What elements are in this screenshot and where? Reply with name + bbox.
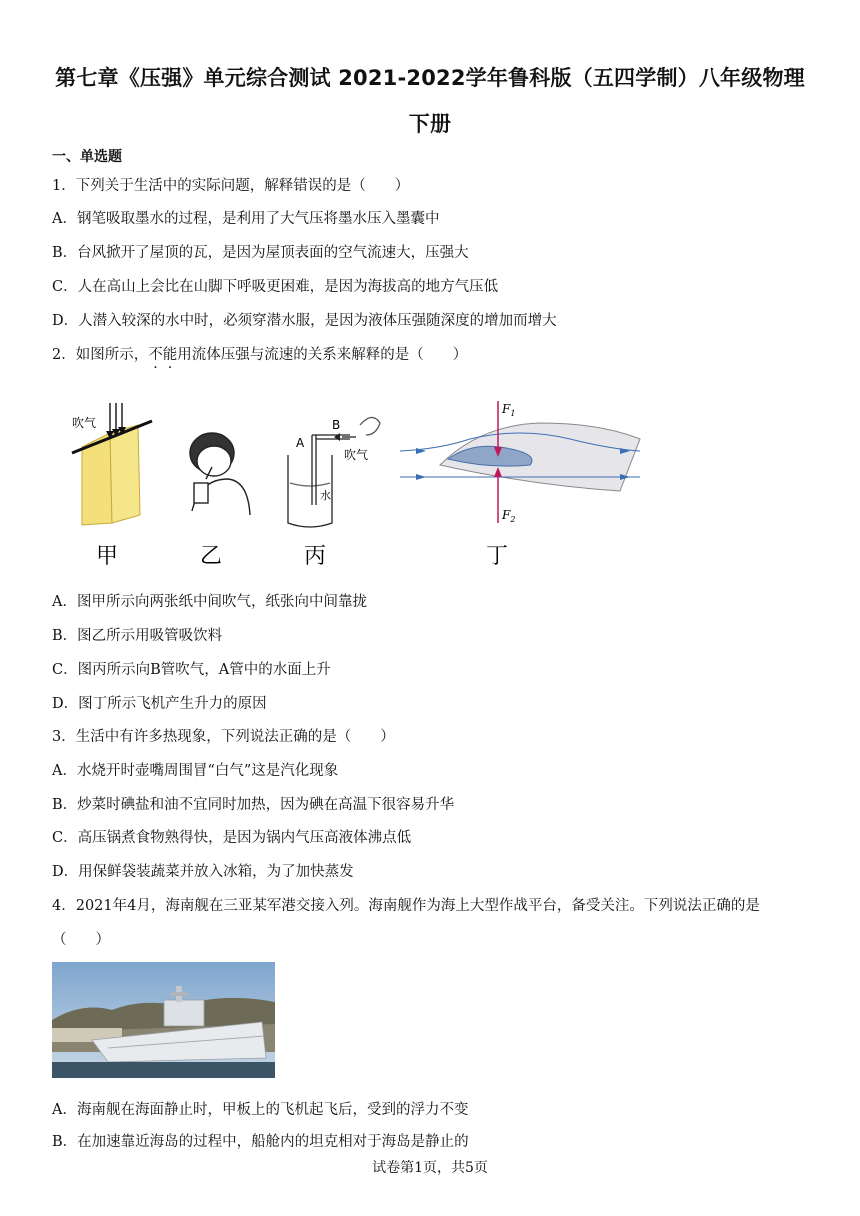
q2-option-a: A．图甲所示向两张纸中间吹气，纸张向中间靠拢: [52, 594, 367, 610]
q3-option-d: D．用保鲜袋装蔬菜并放入冰箱，为了加快蒸发: [52, 864, 354, 880]
q2-figure: [60, 395, 650, 575]
page-footer: 试卷第1页，共5页: [372, 1160, 488, 1176]
q1-option-a: A．钢笔吸取墨水的过程，是利用了大气压将墨水压入墨囊中: [52, 211, 440, 227]
fig-bing-chuiqi: 吹气: [344, 448, 369, 462]
fig-bing-water: 水: [320, 489, 331, 502]
q2-option-c: C．图丙所示向B管吹气，A管中的水面上升: [52, 662, 331, 678]
q1-option-c: C．人在高山上会比在山脚下呼吸更困难，是因为海拔高的地方气压低: [52, 279, 499, 295]
q2-stem: [52, 343, 467, 364]
q4-stem-line1: 4．2021年4月，海南舰在三亚某军港交接入列。海南舰作为海上大型作战平台，备受关注。下列说法正确的是: [52, 898, 760, 914]
fig-yi-person: [190, 433, 250, 515]
fig-label-ding: 丁: [486, 544, 509, 569]
section-heading: 一、单选题: [52, 149, 122, 165]
page-title-line2: 下册: [408, 112, 452, 136]
page-title-line1: 第七章《压强》单元综合测试 2021-2022学年鲁科版（五四学制）八年级物理: [55, 66, 805, 90]
q2-emphasis-1: 不: [148, 347, 163, 363]
fig-bing-label-a: A: [296, 436, 305, 450]
q1-option-b: B．台风掀开了屋顶的瓦，是因为屋顶表面的空气流速大，压强大: [52, 245, 469, 261]
fig-jia-chuiqi: 吹气: [72, 416, 97, 430]
q2-emphasis-2: 能: [162, 347, 178, 363]
q3-option-a: A．水烧开时壶嘴周围冒“白气”这是汽化现象: [52, 763, 339, 779]
fig-ding-airfoil: [400, 401, 640, 523]
q2-stem-post: 用流体压强与流速的关系来解释的是（ ）: [177, 347, 468, 363]
q4-stem-line2: （ ）: [52, 932, 110, 948]
fig-label-jia: 甲: [96, 544, 119, 569]
q2-stem-pre: 2．如图所示，: [52, 347, 149, 363]
fig-label-bing: 丙: [304, 544, 327, 569]
q4-option-b: B．在加速靠近海岛的过程中，船舱内的坦克相对于海岛是静止的: [52, 1134, 469, 1150]
q3-option-c: C．高压锅煮食物熟得快，是因为锅内气压高液体沸点低: [52, 830, 412, 846]
q3-stem: 3．生活中有许多热现象，下列说法正确的是（ ）: [52, 729, 395, 745]
q4-option-a: A．海南舰在海面静止时，甲板上的飞机起飞后，受到的浮力不变: [52, 1102, 469, 1118]
q2-option-d: D．图丁所示飞机产生升力的原因: [52, 696, 267, 712]
q4-ship-photo: [52, 962, 275, 1078]
q3-option-b: B．炒菜时碘盐和油不宜同时加热，因为碘在高温下很容易升华: [52, 797, 455, 813]
fig-ding-f1: $F_1$: [502, 402, 516, 418]
fig-bing-beaker: [288, 417, 380, 527]
fig-bing-label-b: B: [332, 418, 341, 432]
q1-option-d: D．人潜入较深的水中时，必须穿潜水服，是因为液体压强随深度的增加而增大: [52, 313, 557, 329]
fig-label-yi: 乙: [200, 544, 223, 569]
q2-option-b: B．图乙所示用吸管吸饮料: [52, 628, 223, 644]
q1-stem: 1．下列关于生活中的实际问题，解释错误的是（ ）: [52, 178, 410, 194]
fig-ding-f2: $F_2$: [502, 508, 516, 524]
